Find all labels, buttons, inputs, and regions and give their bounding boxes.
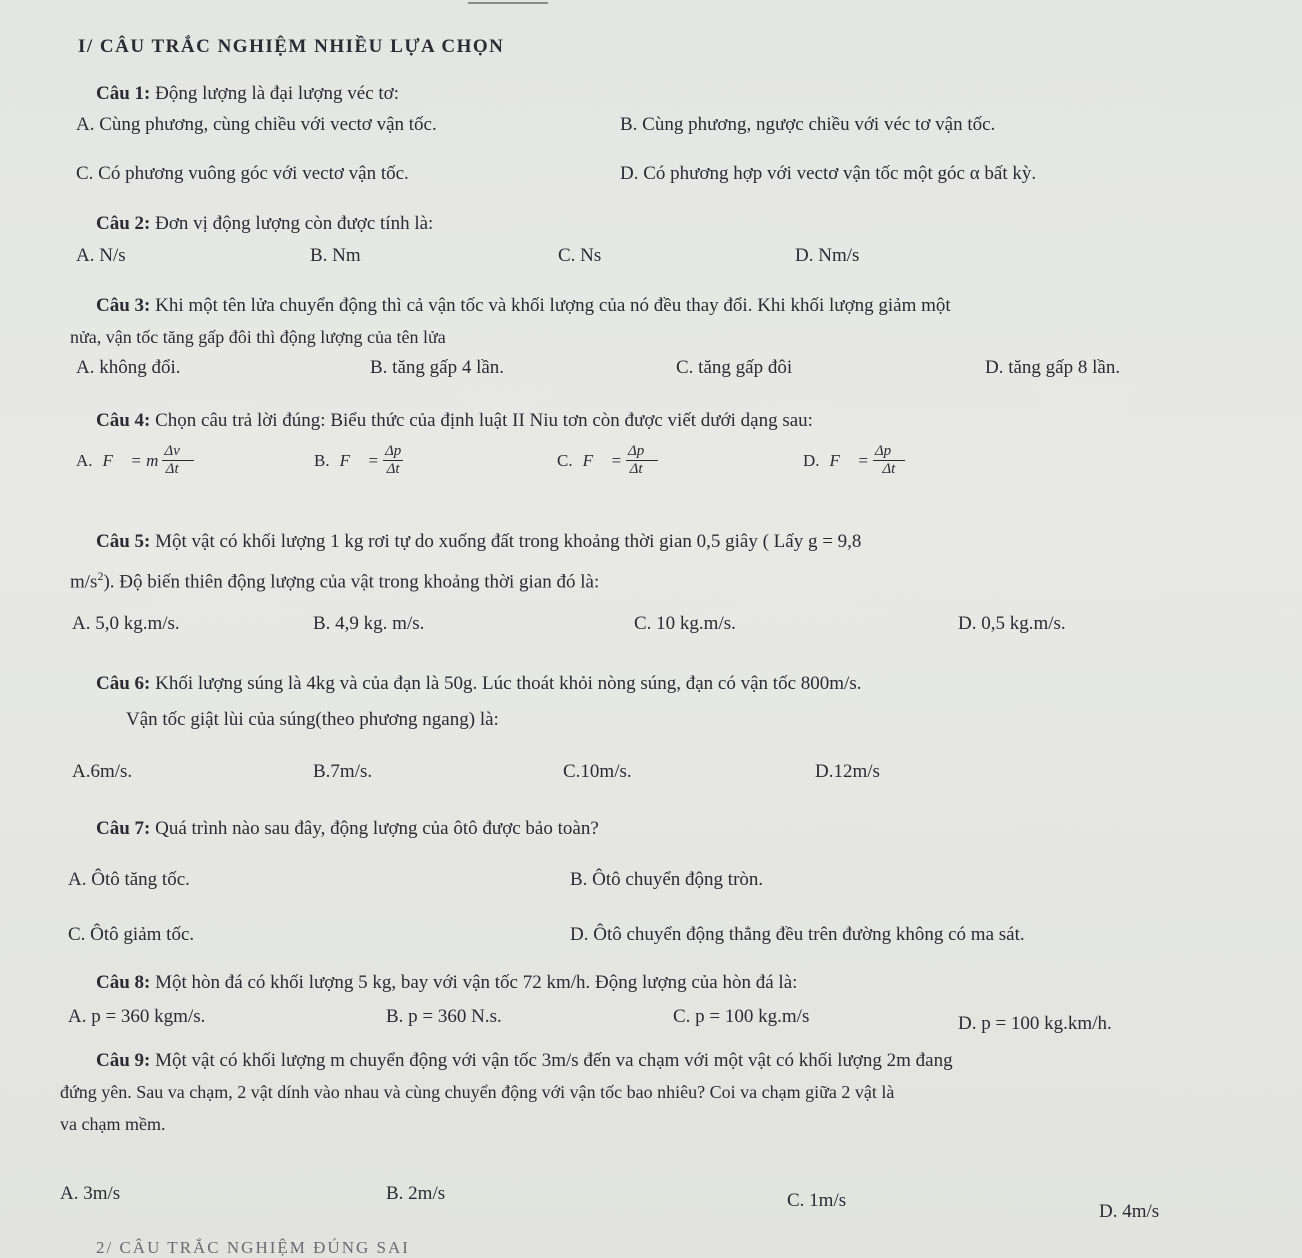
question-2-option-b: B. Nm xyxy=(310,245,361,266)
question-4-option-d xyxy=(803,443,905,478)
question-2-option-a: A. N/s xyxy=(76,245,126,266)
fraction xyxy=(873,443,905,478)
fraction-denominator: Δt⃗ xyxy=(165,461,191,477)
question-7-option-c: C. Ôtô giảm tốc. xyxy=(68,924,195,945)
question-3-option-c: C. tăng gấp đôi xyxy=(676,357,793,378)
next-section-title: 2/ CÂU TRẮC NGHIỆM ĐÚNG SAI xyxy=(96,1238,410,1257)
question-7-stem xyxy=(96,818,599,840)
question-5-label: Câu 5: xyxy=(96,531,151,552)
question-3-label: Câu 3: xyxy=(96,295,151,316)
question-4-option-c xyxy=(557,443,658,478)
question-6-option-d: D.12m/s xyxy=(815,761,880,782)
question-5-text-line2 xyxy=(70,565,599,593)
question-3-text: Khi một tên lửa chuyển động thì cả vận tốc và khối lượng của nó đều thay đổi. Khi khối lượng giảm một xyxy=(155,295,951,316)
question-2-label: Câu 2: xyxy=(96,213,151,234)
unit-superscript: 2 xyxy=(97,569,104,583)
question-3-text-line2: nửa, vận tốc tăng gấp đôi thì động lượng của tên lửa xyxy=(70,327,446,347)
option-label: C. xyxy=(557,450,573,470)
question-9-text-line2: đứng yên. Sau va chạm, 2 vật dính vào nhau và cùng chuyển động với vận tốc bao nhiêu? Coi va chạm giữa 2 vật là xyxy=(60,1082,895,1102)
question-9-option-c: C. 1m/s xyxy=(787,1190,847,1211)
question-2-stem xyxy=(96,213,433,235)
fraction-denominator: Δt⃗ xyxy=(629,461,655,477)
formula-lhs: F⃗ = xyxy=(339,450,379,470)
question-6-option-b: B.7m/s. xyxy=(313,761,373,782)
question-7-option-b: B. Ôtô chuyển động tròn. xyxy=(570,869,764,890)
question-1-option-c: C. Có phương vuông góc với vectơ vận tốc. xyxy=(76,163,409,184)
question-6-label: Câu 6: xyxy=(96,673,151,694)
question-4-option-a xyxy=(76,443,194,478)
question-5-option-a: A. 5,0 kg.m/s. xyxy=(72,613,180,634)
question-8-text: Một hòn đá có khối lượng 5 kg, bay với vận tốc 72 km/h. Động lượng của hòn đá là: xyxy=(150,972,798,993)
question-5-text: Một vật có khối lượng 1 kg rơi tự do xuống đất trong khoảng thời gian 0,5 giây ( Lấy g = 9,8 xyxy=(150,531,862,552)
question-3-stem xyxy=(96,295,951,317)
question-1-stem xyxy=(96,83,399,105)
question-9-option-b: B. 2m/s xyxy=(386,1183,446,1204)
question-5-stem xyxy=(96,531,861,553)
option-label: A. xyxy=(76,450,93,470)
question-2-option-d: D. Nm/s xyxy=(795,245,860,266)
formula-lhs: F⃗ = xyxy=(582,450,622,470)
question-9-option-a: A. 3m/s xyxy=(60,1183,121,1204)
formula-lhs: F⃗ = xyxy=(829,450,869,470)
question-5-option-b: B. 4,9 kg. m/s. xyxy=(313,613,425,634)
question-5-option-c: C. 10 kg.m/s. xyxy=(634,613,736,634)
question-6-text-line2: Vận tốc giật lùi của súng(theo phương ngang) là: xyxy=(126,709,499,730)
question-3-option-b: B. tăng gấp 4 lần. xyxy=(370,357,505,378)
fraction-denominator: Δt xyxy=(882,461,896,477)
question-7-option-d: D. Ôtô chuyển động thẳng đều trên đường không có ma sát. xyxy=(570,924,1025,945)
question-6-option-a: A.6m/s. xyxy=(72,761,133,782)
fraction xyxy=(626,443,658,478)
question-4-option-b xyxy=(314,443,403,478)
question-3-option-a: A. không đổi. xyxy=(76,357,181,378)
option-label: B. xyxy=(314,450,330,470)
option-label: D. xyxy=(803,450,820,470)
question-9-label: Câu 9: xyxy=(96,1050,151,1071)
question-4-stem xyxy=(96,410,813,432)
fraction xyxy=(162,443,193,478)
question-1-text: Động lượng là đại lượng véc tơ: xyxy=(155,83,399,104)
fraction-numerator: Δv⃗ xyxy=(164,443,192,459)
section-title: I/ CÂU TRẮC NGHIỆM NHIỀU LỰA CHỌN xyxy=(78,36,505,57)
question-8-option-a: A. p = 360 kgm/s. xyxy=(68,1006,206,1027)
question-8-label: Câu 8: xyxy=(96,972,151,993)
question-7-label: Câu 7: xyxy=(96,818,151,839)
question-7-text: Quá trình nào sau đây, động lượng của ôtô được bảo toàn? xyxy=(155,818,599,839)
question-9-stem xyxy=(96,1050,953,1072)
fraction-numerator: Δp xyxy=(384,443,402,459)
question-9-text-line3: va chạm mềm. xyxy=(60,1114,166,1134)
top-rule xyxy=(468,2,548,4)
question-8-option-d: D. p = 100 kg.km/h. xyxy=(958,1013,1112,1034)
question-6-stem xyxy=(96,673,861,695)
question-3-option-d: D. tăng gấp 8 lần. xyxy=(985,357,1121,378)
question-1-option-d: D. Có phương hợp với vectơ vận tốc một góc α bất kỳ. xyxy=(620,163,1037,184)
question-1-label: Câu 1: xyxy=(96,83,151,104)
fraction xyxy=(383,443,403,478)
question-2-option-c: C. Ns xyxy=(558,245,602,266)
question-8-option-b: B. p = 360 N.s. xyxy=(386,1006,502,1027)
question-4-text: Chọn câu trả lời đúng: Biểu thức của định luật II Niu tơn còn được viết dưới dạng sau: xyxy=(155,410,813,431)
question-9-option-d: D. 4m/s xyxy=(1099,1201,1160,1222)
question-1-option-b: B. Cùng phương, ngược chiều với véc tơ vận tốc. xyxy=(620,114,996,135)
fraction-numerator: Δp⃗ xyxy=(627,443,656,459)
question-6-text: Khối lượng súng là 4kg và của đạn là 50g. Lúc thoát khỏi nòng súng, đạn có vận tốc 800m/s. xyxy=(155,673,862,694)
fraction-denominator: Δt xyxy=(386,461,400,477)
question-2-text: Đơn vị động lượng còn được tính là: xyxy=(155,213,434,234)
question-5-text-rest: ). Độ biến thiên động lượng của vật trong khoảng thời gian đó là: xyxy=(103,571,600,593)
question-4-label: Câu 4: xyxy=(96,410,151,431)
question-7-option-a: A. Ôtô tăng tốc. xyxy=(68,869,190,890)
question-5-option-d: D. 0,5 kg.m/s. xyxy=(958,613,1066,634)
fraction-numerator: Δp⃗ xyxy=(874,443,903,459)
question-1-option-a: A. Cùng phương, cùng chiều với vectơ vận tốc. xyxy=(76,114,437,135)
unit-text: m/s xyxy=(70,571,98,593)
formula-lhs: F⃗ = m xyxy=(102,450,159,470)
question-9-text: Một vật có khối lượng m chuyển động với vận tốc 3m/s đến va chạm với một vật có khối lượng 2m đang xyxy=(155,1050,953,1071)
question-6-option-c: C.10m/s. xyxy=(563,761,632,782)
question-8-option-c: C. p = 100 kg.m/s xyxy=(673,1006,810,1027)
question-8-stem xyxy=(96,972,797,994)
